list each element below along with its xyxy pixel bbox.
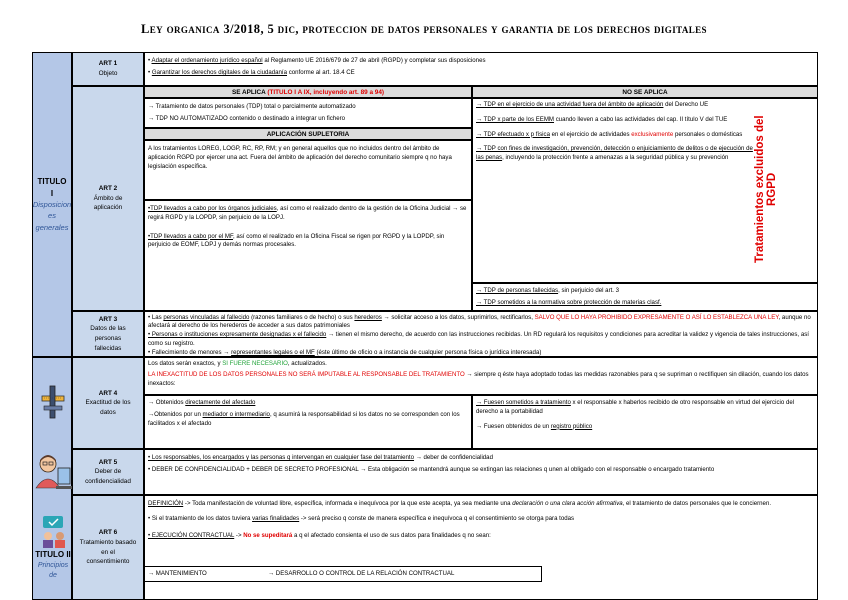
art2-name: Ámbito de aplicación <box>93 194 123 212</box>
art6-m2: → DESARROLLO O CONTROL DE LA RELACIÓN CONTRACTUAL <box>268 570 455 577</box>
page-title: Ley organica 3/2018, 5 dic, proteccion de datos personales y garantia de los derechos digitales <box>141 22 707 36</box>
supletoria-header <box>144 128 472 140</box>
art4-l2-a: →Obtenidos por un <box>148 410 203 418</box>
art2-label: ART 2 <box>98 185 118 193</box>
judicial-u: •TDP llevados a cabo por los órganos judiciales <box>148 205 277 212</box>
mf-u: •TDP llevados a cabo por el MF <box>148 232 234 240</box>
art6-p1-i: declaración o una clara acción afirmativa <box>512 500 623 507</box>
se-aplica-label: SE APLICA <box>231 89 268 96</box>
no1-u: → TDP en el ejercicio de una actividad fuera del ámbito de aplicación <box>476 101 664 108</box>
art4-r2-a: → Fuesen obtenidos de un <box>476 422 551 430</box>
supletoria-text: A los tratamientos LOREG, LOGP, RC, RP, RM; y en general aquellos que no incluidos dentro del ámbito de aplicación RGPD por ejercer una act. Fuera del ámbito de aplicación del derecho comunitario siempre q no haya legislación específica. <box>148 145 452 170</box>
se-aplica-header <box>144 86 472 98</box>
art3-p1-b: (razones familiares o de hecho) o sus <box>249 314 355 321</box>
art6-p3-b: a q el afectado consienta el uso de sus datos para finalidades q no sean: <box>292 531 491 539</box>
excluded-label: Tratamientos excluidos del RGPD <box>754 115 778 263</box>
titulo-1-cell <box>32 52 72 357</box>
art5-content <box>144 449 818 495</box>
judicial-rest: , así como el realizado dentro de la gestión de la Oficina Judicial → se regirá RGPD y la LOPDP, sin perjuicio de la LOPJ. <box>148 205 467 221</box>
titulo-1-label: TITULO I <box>37 177 67 198</box>
art1-label: ART 1 <box>98 60 118 68</box>
person-at-computer-icon <box>34 452 72 492</box>
art3-p1-d: , aunque no afectará al derecho de los herederos de acceder a sus datos patrimoniales <box>148 314 811 330</box>
art1-line2-rest: conforme al art. 18.4 CE <box>287 68 355 76</box>
art4-r1-u: → Fuesen sometidos a tratamiento <box>476 399 571 406</box>
art3-p1-a: • Las <box>148 314 164 321</box>
no4-rest: , incluyendo la protección frente a amenazas a la seguridad pública y su prevención <box>502 154 729 162</box>
art4-l2-u: mediador o intermediario <box>202 410 270 418</box>
art4-p1-a: Los datos serán exactos, y <box>148 360 223 367</box>
art6-p2-b: -> será preciso q conste de manera específica e inequívoca q el consentimiento se otorga para todas <box>299 514 575 522</box>
supletoria-label: APLICACIÓN SUPLETORIA <box>266 131 350 138</box>
art4-r2-u: registro público <box>550 422 593 430</box>
art3-p2-rest: → tienen el mismo derecho, de acuerdo con las instrucciones recibidas. Un RD regulará los requisitos y condiciones para acreditar la validez y vigencia de tales instrucciones, así como su registro. <box>148 331 809 347</box>
art1-content: • Adaptar el ordenamiento jurídico español al Reglamento UE 2016/679 de 27 de abril (RGPD) y completar sus disposiciones • Garantizar los derechos digitales de la ciudadanía conforme al art. 18.4 CE <box>144 52 818 86</box>
art3-p1-c: → solicitar acceso a los datos, suprimirlos, rectificarlos, <box>381 314 535 321</box>
no-se-aplica-header <box>472 86 818 98</box>
art6-label: ART 6 <box>98 529 118 537</box>
art6-mantenimiento-box <box>144 566 542 582</box>
art3-label-cell <box>72 311 144 357</box>
art1-line2-u: Garantizar los derechos digitales de la ciudadanía <box>151 68 287 76</box>
art5-p2: • DEBER DE CONFIDENCIALIDAD + DEBER DE SECRETO PROFESIONAL → Esta obligación se mantendrá aunque se extingan las relaciones q unen al obligado con el responsable o encargado tratamiento <box>148 465 715 473</box>
art4-name: Exactitud de los datos <box>85 399 131 416</box>
art6-label-cell <box>72 495 144 600</box>
art3-p3-u: representantes legales o el MF <box>231 348 315 356</box>
no3-rest: personales o domésticas <box>673 130 743 138</box>
art5-label: ART 5 <box>98 458 118 466</box>
art6-p1-b: , el tratamiento de datos personales que le conciernen. <box>622 500 772 507</box>
art6-p1-a: -> Toda manifestación de voluntad libre, específica, informada e inequívoca por la que este acepta, ya sea mediante una <box>183 500 513 507</box>
art2-aplica1: → Tratamiento de datos personales (TDP) total o parcialmente automatizado <box>148 103 356 110</box>
art5-label-cell <box>72 449 144 495</box>
art2-aplica2: → TDP NO AUTOMATIZADO contenido o destinado a integrar un fichero <box>148 114 346 122</box>
no-se-aplica-label: NO SE APLICA <box>622 89 668 96</box>
art4-l1-u: directamente del afectado <box>185 399 256 406</box>
art6-p3-u: • EJECUCIÓN CONTRACTUAL <box>148 531 235 539</box>
art4-p1-b: , actualizados. <box>287 360 327 367</box>
titulo-1-sub-line3: generales <box>35 222 69 232</box>
no3-mid: en el ejercicio de actividades <box>549 130 632 138</box>
art6-p3-a: -> <box>234 531 244 539</box>
art2-aplica-cell <box>144 98 472 128</box>
no3-red: exclusivamente <box>631 130 674 138</box>
no3-u: → TDP efectuado x p física <box>476 130 550 138</box>
art4-top <box>144 357 818 395</box>
art6-p3-red: No se supeditará <box>243 531 293 539</box>
no6-u: → TDP sometidos a la normativa sobre protección de materias clasf. <box>476 298 662 306</box>
art3-p2-u: • Personas o instituciones expresamente designadas x el fallecido <box>148 331 327 339</box>
titulo-1-sub-line2: es <box>48 211 56 221</box>
art2-judicial-mf-cell <box>144 200 472 311</box>
caliper-ruler-icon <box>38 382 68 422</box>
art1-label-cell <box>72 52 144 86</box>
titulo-2-sub: Principios de <box>37 561 69 579</box>
no4-u: → TDP con fines de investigación, prevención, detección o enjuiciamiento de delitos o de ejecución de las penas <box>476 145 753 162</box>
art6-p2-u: varias finalidades <box>252 514 300 522</box>
art3-p1-red: SALVO QUE LO HAYA PROHIBIDO EXPRESAMENTE O ASÍ LO ESTABLEZCA UNA LEY <box>534 314 779 321</box>
se-aplica-red: (TITULO I A IX, incluyendo art. 89 a 94) <box>267 89 385 96</box>
titulo-1-sub-line1: Disposicion <box>32 200 72 210</box>
art2-label-cell <box>72 86 144 311</box>
art6-p2-a: • Si el tratamiento de los datos tuviera <box>148 514 253 522</box>
art3-label: ART 3 <box>98 315 118 323</box>
art6-m1: → MANTENIMIENTO <box>148 570 207 577</box>
art4-l1-a: → Obtenidos <box>148 399 186 406</box>
law-table <box>32 52 818 600</box>
art4-l2-b: , q asumirá la responsabilidad si los datos no se corresponden con los facilitados x el afectado <box>148 410 460 427</box>
art5-p1-u: • Los responsables, los encargados y las personas q intervengan en cualquier fase del tratamiento <box>148 454 415 461</box>
art1-line1-rest: al Reglamento UE 2016/679 de 27 de abril (RGPD) y completar sus disposiciones <box>262 57 486 64</box>
art3-name: Datos de las personas fallecidas <box>90 325 126 352</box>
art4-left <box>144 395 472 449</box>
mf-rest: , así como el realizado en la Oficina Fiscal se rigen por RGPD y la LOPDP, sin perjuicio de EOMF, LOPJ y demás normas procesales. <box>148 232 445 249</box>
art5-name: Deber de confidencialidad <box>85 468 131 485</box>
art6-p1-u: DEFINICIÓN <box>148 500 184 507</box>
art3-p3-a: • Fallecimiento de menores → <box>148 348 232 356</box>
art1-name: Objeto <box>98 70 118 77</box>
no1-rest: del Derecho UE <box>663 101 709 108</box>
art3-content <box>144 311 818 357</box>
art6-name: Tratamiento basado en el consentimiento <box>79 538 137 566</box>
art4-right <box>472 395 818 449</box>
art4-p1-green: SI FUERE NECESARIO <box>222 360 288 367</box>
art4-label-cell <box>72 357 144 449</box>
titulo-2-label: TITULO II <box>35 550 71 560</box>
art4-r1-rest: x el responsable x haberlos recibido de otro responsable en virtud del ejercicio del derecho a la portabilidad <box>476 399 795 415</box>
people-talking-icon <box>40 514 68 550</box>
art5-p1-rest: → deber de confidencialidad <box>414 454 493 461</box>
no5-u: → TDP de personas fallecidas <box>476 287 559 294</box>
art2-no-aplica-extra-cell <box>472 283 818 311</box>
art4-p2-red: LA INEXACTITUD DE LOS DATOS PERSONALES NO SERÁ IMPUTABLE AL RESPONSABLE DEL TRATAMIENTO <box>148 370 465 378</box>
art3-p1-u1: personas vinculadas al fallecido <box>163 314 250 321</box>
art4-p2-rest: → siempre q éste haya adoptado todas las medidas razonables para q se supriman o rectifiquen sin dilación, cuando los datos inexactos: <box>148 370 809 387</box>
no2-u: → TDP x parte de los EEMM <box>476 115 555 123</box>
art3-p3-b: (éste último de oficio o a instancia de cualquier persona física o jurídica interesada) <box>314 348 542 356</box>
art6-content <box>144 495 818 600</box>
art1-line1-u: Adaptar el ordenamiento jurídico español <box>151 57 263 64</box>
no5-rest: , sin perjuicio del art. 3 <box>558 287 620 294</box>
art3-p1-u2: herederos <box>354 314 382 321</box>
no2-rest: cuando lleven a cabo las actividades del cap. II título V del TUE <box>554 115 728 123</box>
art2-supletoria-cell <box>144 140 472 200</box>
art4-label: ART 4 <box>98 389 118 397</box>
